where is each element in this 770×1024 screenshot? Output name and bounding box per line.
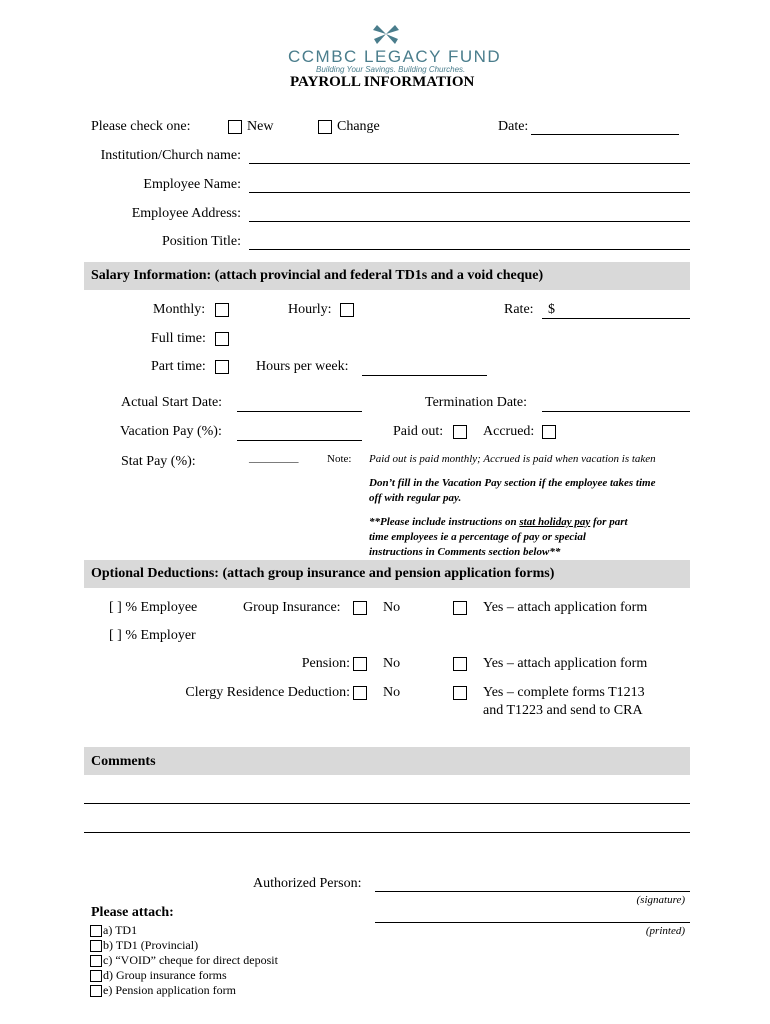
change-checkbox[interactable] <box>318 120 332 134</box>
deductions-section-header <box>84 560 690 588</box>
date-label: Date: <box>498 119 529 134</box>
note-label: Note: <box>327 453 352 465</box>
hourly-label: Hourly: <box>288 302 332 317</box>
clergy-yes-label-line1: Yes – complete forms T1213 <box>483 685 645 700</box>
stat-pay-label: Stat Pay (%): <box>121 454 196 469</box>
cross-leaf-icon <box>371 22 401 48</box>
comments-line-2[interactable] <box>84 832 690 833</box>
position-title-field[interactable] <box>249 249 690 250</box>
employee-name-field[interactable] <box>249 192 690 193</box>
printed-name-field[interactable] <box>375 922 690 923</box>
stat-note-line1: **Please include instructions on stat holiday pay for part <box>369 516 628 528</box>
group-insurance-yes-checkbox[interactable] <box>453 601 467 615</box>
change-label: Change <box>337 119 380 134</box>
hourly-checkbox[interactable] <box>340 303 354 317</box>
employee-address-field[interactable] <box>249 221 690 222</box>
attach-item: d) Group insurance forms <box>103 968 227 982</box>
vacation-note-line1: Don’t fill in the Vacation Pay section if the employee takes time <box>369 477 656 489</box>
start-date-field[interactable] <box>237 411 362 412</box>
hours-per-week-field[interactable] <box>362 375 487 376</box>
pension-no-label: No <box>383 656 401 671</box>
page-title: PAYROLL INFORMATION <box>290 74 475 90</box>
date-field[interactable] <box>531 134 679 135</box>
termination-date-label: Termination Date: <box>425 395 528 410</box>
part-time-checkbox[interactable] <box>215 360 229 374</box>
rate-currency: $ <box>548 302 555 317</box>
institution-label: Institution/Church name: <box>100 148 241 163</box>
hours-per-week-label: Hours per week: <box>256 359 349 374</box>
authorized-person-label: Authorized Person: <box>253 876 362 891</box>
attach-item: b) TD1 (Provincial) <box>103 938 199 952</box>
signature-note: (signature) <box>636 894 685 906</box>
attach-pension-checkbox[interactable] <box>90 985 102 997</box>
clergy-label: Clergy Residence Deduction: <box>185 685 350 700</box>
clergy-yes-checkbox[interactable] <box>453 686 467 700</box>
part-time-label: Part time: <box>151 359 206 374</box>
new-checkbox[interactable] <box>228 120 242 134</box>
attach-item: e) Pension application form <box>103 983 236 997</box>
paid-out-checkbox[interactable] <box>453 425 467 439</box>
comments-line-1[interactable] <box>84 803 690 804</box>
attach-void-cheque-checkbox[interactable] <box>90 955 102 967</box>
vacation-pay-label: Vacation Pay (%): <box>120 424 222 439</box>
stat-note-line3: instructions in Comments section below** <box>369 546 561 558</box>
salary-heading: Salary Information: (attach provincial and federal TD1s and a void cheque) <box>91 268 544 283</box>
paid-out-label: Paid out: <box>393 424 444 439</box>
stat-note-line2: time employees ie a percentage of pay or special <box>369 531 586 543</box>
deductions-heading: Optional Deductions: (attach group insurance and pension application forms) <box>91 566 555 581</box>
vacation-pay-field[interactable] <box>237 440 362 441</box>
employee-percent[interactable]: [ ] % Employee <box>109 600 198 615</box>
logo-name: CCMBC LEGACY FUND <box>288 47 502 66</box>
employee-name-label: Employee Name: <box>143 177 241 192</box>
rate-label: Rate: <box>504 302 534 317</box>
group-insurance-no-label: No <box>383 600 401 615</box>
logo-tagline: Building Your Savings. Building Churches. <box>316 65 466 74</box>
comments-section-header <box>84 747 690 775</box>
salary-section-header <box>84 262 690 290</box>
attach-td1-checkbox[interactable] <box>90 925 102 937</box>
monthly-checkbox[interactable] <box>215 303 229 317</box>
attach-td1-provincial-checkbox[interactable] <box>90 940 102 952</box>
full-time-label: Full time: <box>151 331 206 346</box>
pension-yes-checkbox[interactable] <box>453 657 467 671</box>
start-date-label: Actual Start Date: <box>121 395 223 410</box>
stat-pay-field[interactable]: _________ <box>249 452 299 464</box>
employer-percent[interactable]: [ ] % Employer <box>109 628 196 643</box>
comments-heading: Comments <box>91 754 156 769</box>
attach-group-insurance-checkbox[interactable] <box>90 970 102 982</box>
clergy-no-label: No <box>383 685 401 700</box>
note-text: Paid out is paid monthly; Accrued is paid when vacation is taken <box>369 453 656 465</box>
stat-holiday-pay-emphasis: stat holiday pay <box>519 516 591 528</box>
check-label: Please check one: <box>91 119 191 134</box>
clergy-no-checkbox[interactable] <box>353 686 367 700</box>
pension-no-checkbox[interactable] <box>353 657 367 671</box>
full-time-checkbox[interactable] <box>215 332 229 346</box>
group-insurance-yes-label: Yes – attach application form <box>483 600 648 615</box>
attach-item: a) TD1 <box>103 923 138 937</box>
attach-item: c) “VOID” cheque for direct deposit <box>103 953 278 967</box>
institution-field[interactable] <box>249 163 690 164</box>
termination-date-field[interactable] <box>542 411 690 412</box>
clergy-yes-label-line2: and T1223 and send to CRA <box>483 703 643 718</box>
monthly-label: Monthly: <box>153 302 206 317</box>
position-title-label: Position Title: <box>162 234 241 249</box>
vacation-note-line2: off with regular pay. <box>369 492 462 504</box>
accrued-label: Accrued: <box>483 424 535 439</box>
signature-field[interactable] <box>375 891 690 892</box>
new-label: New <box>247 119 274 134</box>
rate-field[interactable] <box>542 318 690 319</box>
employee-address-label: Employee Address: <box>131 206 241 221</box>
accrued-checkbox[interactable] <box>542 425 556 439</box>
printed-note: (printed) <box>645 925 685 937</box>
pension-yes-label: Yes – attach application form <box>483 656 648 671</box>
group-insurance-no-checkbox[interactable] <box>353 601 367 615</box>
pension-label: Pension: <box>301 656 350 671</box>
group-insurance-label: Group Insurance: <box>243 600 341 615</box>
attach-heading: Please attach: <box>91 905 174 920</box>
